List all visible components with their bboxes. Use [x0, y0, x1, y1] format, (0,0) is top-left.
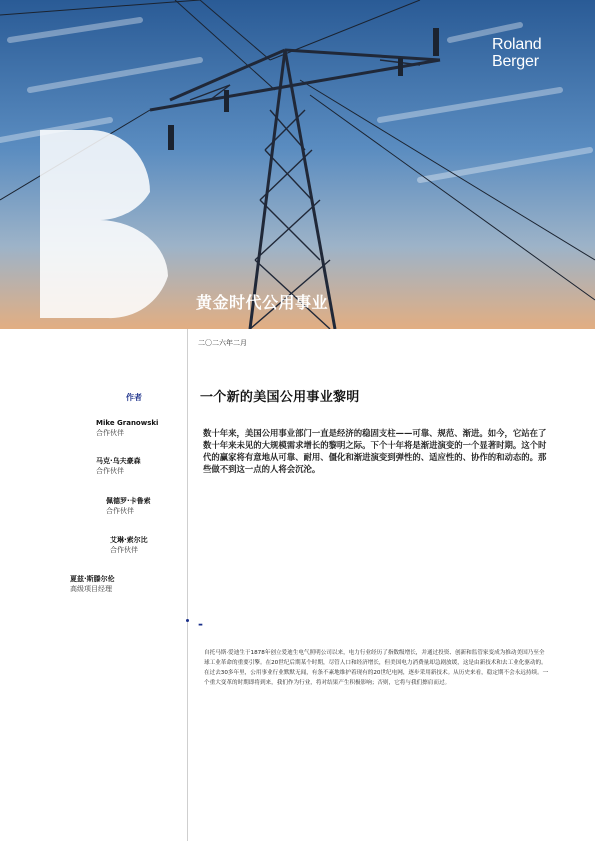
column-divider [187, 329, 188, 841]
author-entry [106, 496, 151, 516]
author-name: 艾琳·索尔比 [110, 536, 148, 544]
author-role: 高级项目经理 [70, 585, 112, 593]
bullet-marker [186, 619, 189, 622]
article-headline: 一个新的美国公用事业黎明 [200, 390, 360, 405]
body-paragraph: 自托马斯·爱迪生于1878年创立爱迪生电气照明公司以来，电力行业经历了指数级增长，并通过投资、创新和监管家变成为推动美国乃至全球工业革命的重要引擎。在20世纪后期某个时期，尽管人口和经济增长，但美国电力消费量却急剧放缓，这是由新技术和去工业化驱动的。在过去30多年里，公用事业行业默默无闻，有条不紊地维护着现有的20世纪电网，逐步采用新技术。从历史来看，稳定期不会永远持续。一个重大变革的时期即将到来，我们作为行业，将对结果产生积极影响；否则，它将与我们擦肩而过。 [204, 650, 549, 686]
authors-heading: 作者 [126, 393, 142, 402]
hero-image [0, 0, 595, 329]
author-entry [70, 574, 115, 594]
author-name: 马克·乌夫豪森 [96, 457, 141, 465]
author-entry [96, 418, 158, 438]
author-name: Mike Granowski [96, 419, 159, 427]
author-role: 合作伙伴 [96, 467, 124, 475]
publication-date: 二〇二六年二月 [198, 339, 247, 347]
author-role: 合作伙伴 [96, 429, 124, 437]
author-role: 合作伙伴 [110, 546, 138, 554]
author-entry [96, 456, 141, 476]
author-role: 合作伙伴 [106, 507, 134, 515]
section-dash: - [198, 617, 203, 631]
lead-paragraph: 数十年来，美国公用事业部门一直是经济的稳固支柱——可靠、规范、渐进。如今，它站在了数十年来未见的大规模需求增长的黎明之际。下个十年将是渐进演变的一个显著时期。这个时代的赢家将有意地从可靠、耐用、僵化和渐进演变到弹性的、适应性的、协作的和动态的。那些做不到这一点的人将会沉沦。 [203, 428, 547, 474]
report-title: 黄金时代公用事业 [196, 293, 329, 312]
author-entry [110, 535, 148, 555]
author-name: 夏兹·斯滕尔伦 [70, 575, 115, 583]
roland-berger-logo[interactable]: Roland Berger [492, 36, 542, 70]
author-name: 佩德罗·卡鲁索 [106, 497, 151, 505]
